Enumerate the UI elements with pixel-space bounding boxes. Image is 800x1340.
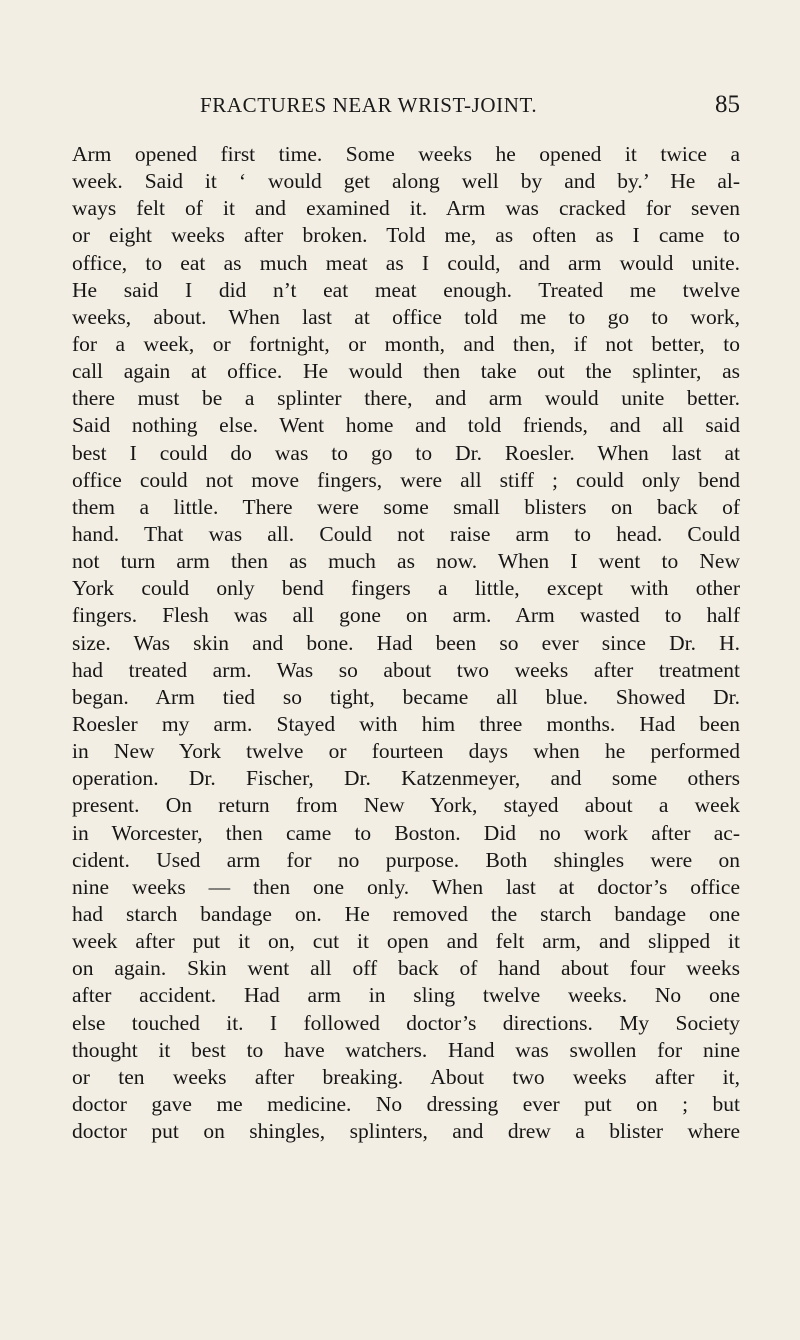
text-line: Roesler my arm. Stayed with him three months. Had been: [72, 711, 740, 736]
text-line: office, to eat as much meat as I could, and arm would unite.: [72, 250, 740, 275]
text-line: doctor gave me medicine. No dressing ever put on ; but: [72, 1091, 740, 1116]
text-line: cident. Used arm for no purpose. Both shingles were on: [72, 847, 740, 872]
text-line: York could only bend fingers a little, except with other: [72, 576, 740, 601]
text-line: them a little. There were some small blisters on back of: [72, 494, 740, 519]
body-text: [72, 141, 740, 1145]
text-line: size. Was skin and bone. Had been so ever since Dr. H.: [72, 630, 740, 655]
text-line: or ten weeks after breaking. About two weeks after it,: [72, 1064, 740, 1089]
text-line: doctor put on shingles, splinters, and drew a blister where: [72, 1119, 740, 1144]
text-line: week after put it on, cut it open and felt arm, and slipped it: [72, 929, 740, 954]
text-line: ways felt of it and examined it. Arm was cracked for seven: [72, 196, 740, 221]
text-line: fingers. Flesh was all gone on arm. Arm wasted to half: [72, 603, 740, 628]
text-line: present. On return from New York, stayed about a week: [72, 793, 740, 818]
text-line: nine weeks — then one only. When last at doctor’s office: [72, 874, 740, 899]
text-line: began. Arm tied so tight, became all blue. Showed Dr.: [72, 684, 740, 709]
text-line: on again. Skin went all off back of hand about four weeks: [72, 956, 740, 981]
text-line: not turn arm then as much as now. When I went to New: [72, 549, 740, 574]
text-line: had treated arm. Was so about two weeks after treatment: [72, 657, 740, 682]
text-line: best I could do was to go to Dr. Roesler. When last at: [72, 440, 740, 465]
text-line: else touched it. I followed doctor’s directions. My Society: [72, 1010, 740, 1035]
text-line: Arm opened first time. Some weeks he opened it twice a: [72, 142, 740, 166]
page-number: 85: [715, 91, 740, 118]
text-line: hand. That was all. Could not raise arm to head. Could: [72, 521, 740, 546]
text-line: weeks, about. When last at office told me to go to work,: [72, 304, 740, 329]
text-line: operation. Dr. Fischer, Dr. Katzenmeyer, and some others: [72, 766, 740, 791]
running-head: FRACTURES NEAR WRIST-JOINT.: [200, 93, 538, 117]
text-line: after accident. Had arm in sling twelve weeks. No one: [72, 983, 740, 1008]
page-header: [72, 93, 740, 123]
text-line: had starch bandage on. He removed the starch bandage one: [72, 901, 740, 926]
text-line: thought it best to have watchers. Hand was swollen for nine: [72, 1037, 740, 1062]
text-line: for a week, or fortnight, or month, and then, if not better, to: [72, 331, 740, 356]
text-line: or eight weeks after broken. Told me, as often as I came to: [72, 223, 740, 248]
text-line: there must be a splinter there, and arm would unite better.: [72, 386, 740, 411]
text-line: office could not move fingers, were all stiff ; could only bend: [72, 467, 740, 492]
text-line: Said nothing else. Went home and told friends, and all said: [72, 413, 740, 438]
text-line: in New York twelve or fourteen days when he performed: [72, 739, 740, 764]
text-line: call again at office. He would then take out the splinter, as: [72, 359, 740, 384]
text-line: in Worcester, then came to Boston. Did no work after ac-: [72, 820, 740, 845]
text-line: He said I did n’t eat meat enough. Treated me twelve: [72, 277, 740, 302]
text-line: week. Said it ‘ would get along well by and by.’ He al-: [72, 169, 740, 194]
